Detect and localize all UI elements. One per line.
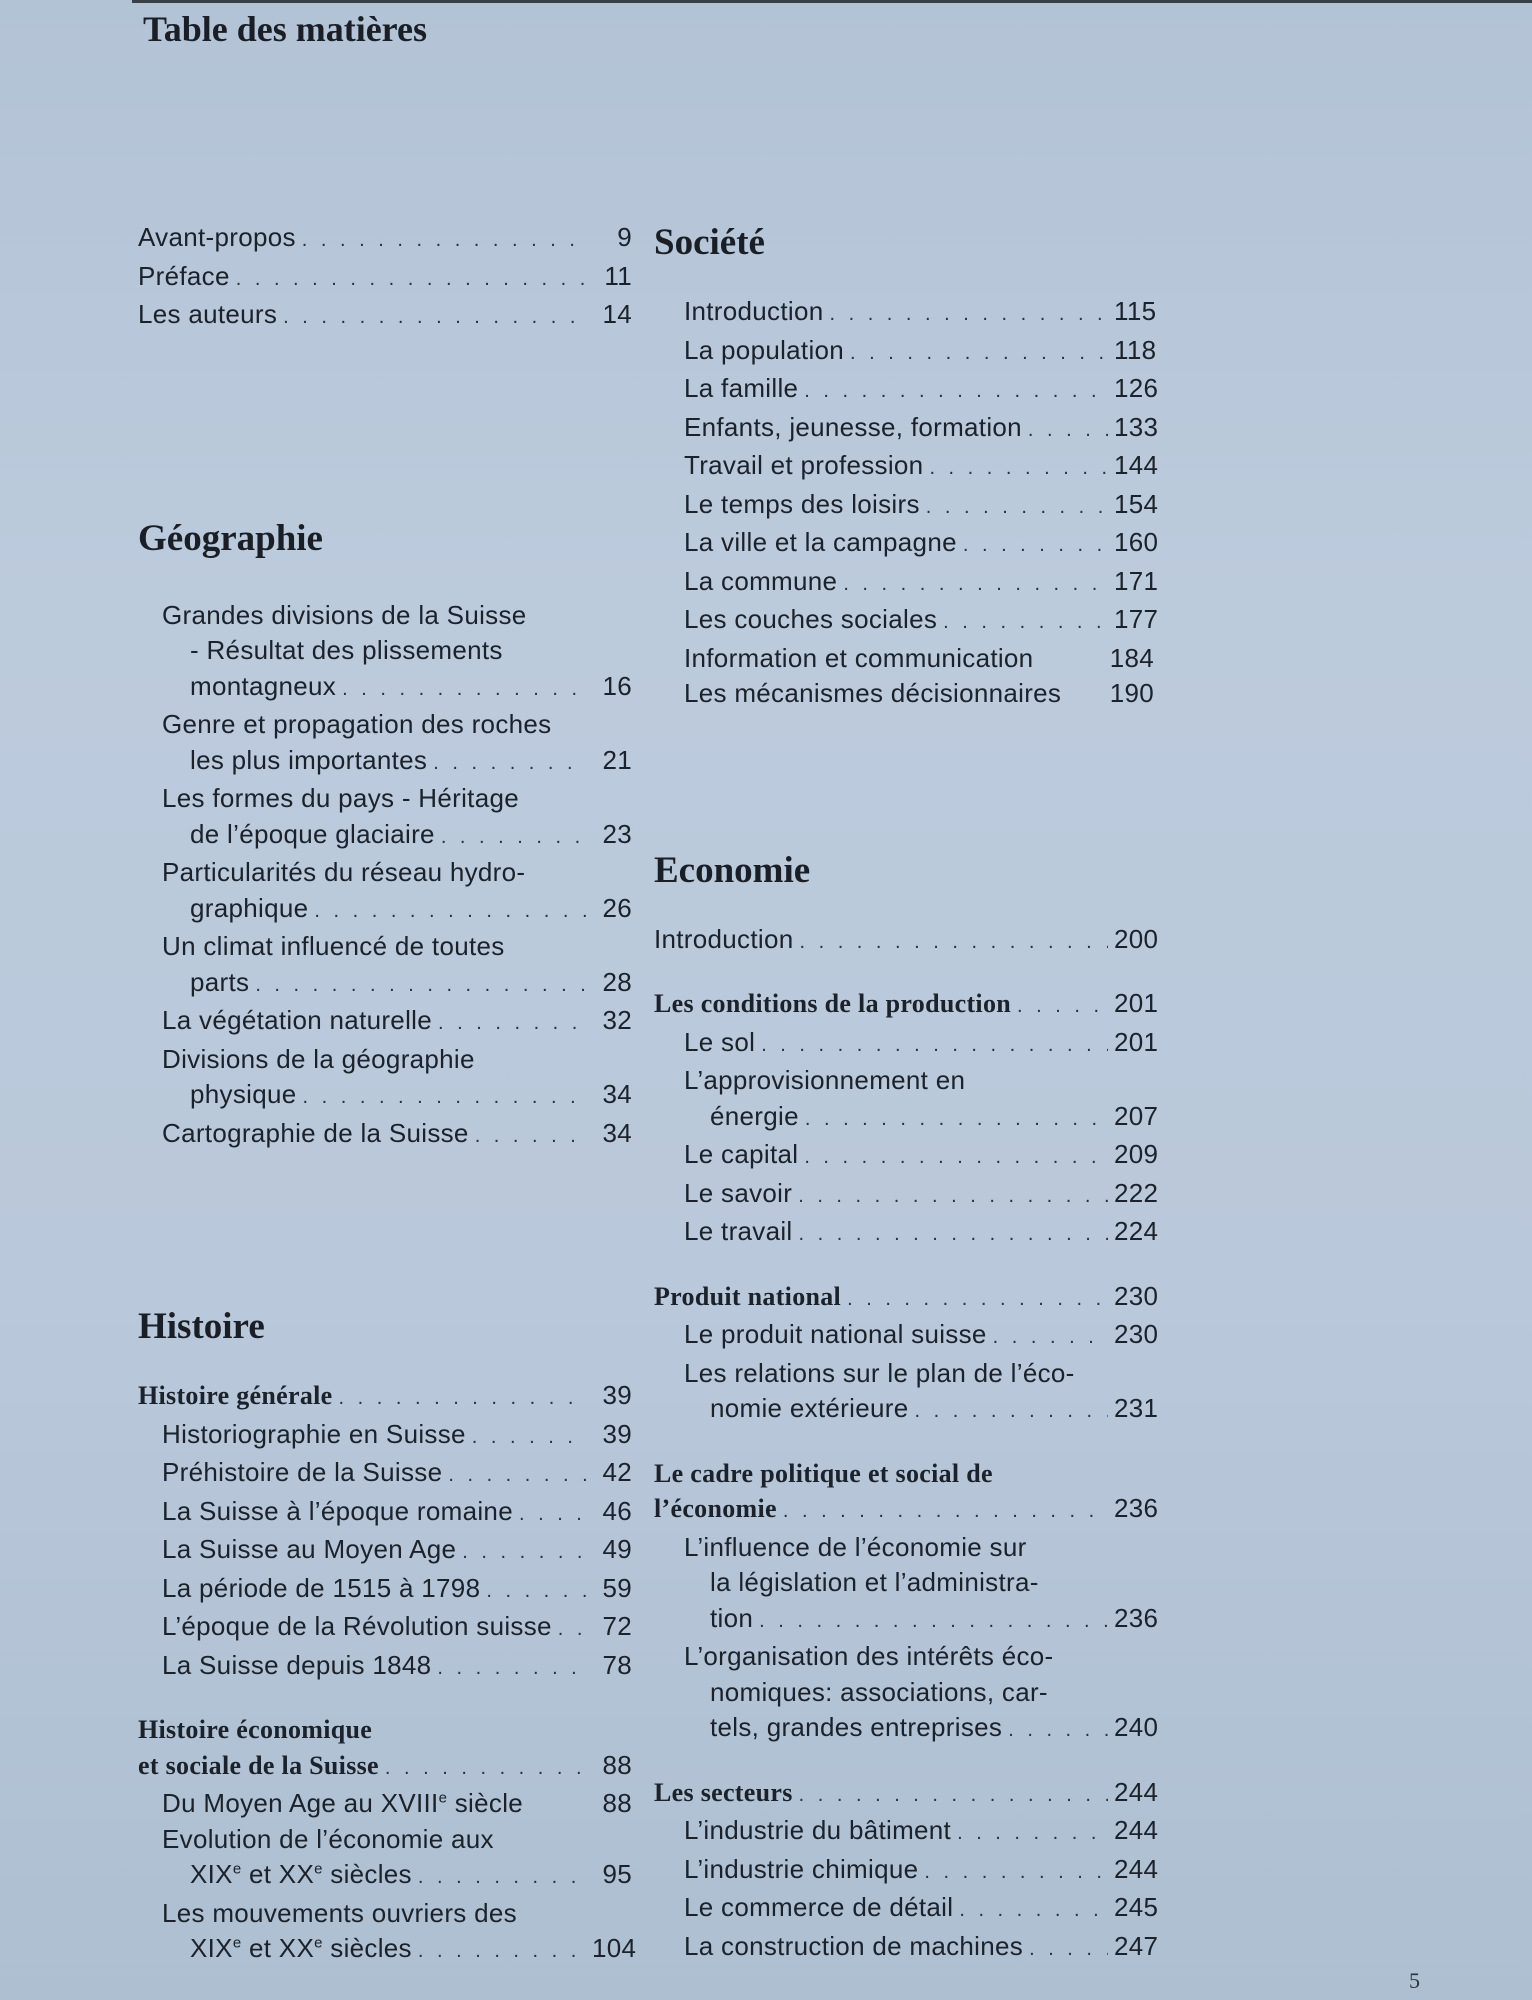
toc-entry-line: L’influence de l’économie sur bbox=[684, 1531, 1027, 1562]
toc-entry-line: Divisions de la géographie bbox=[162, 1043, 475, 1074]
top-rule bbox=[132, 0, 1532, 3]
toc-entry[interactable]: graphique . . . 26 bbox=[138, 891, 632, 930]
toc-entry[interactable]: Avant-propos . . . 9 bbox=[138, 220, 632, 259]
toc-entry-line: nomiques: associations, car- bbox=[710, 1676, 1048, 1707]
toc-entry-line: Le cadre politique et social de bbox=[654, 1458, 993, 1488]
toc-entry[interactable]: de l’époque glaciaire . . . 23 bbox=[138, 817, 632, 856]
toc-entry[interactable]: nomie extérieure . . . 231 bbox=[654, 1391, 1154, 1430]
toc-entry[interactable]: La Suisse à l’époque romaine . . . 46 bbox=[138, 1494, 632, 1533]
toc-entry[interactable]: Les couches sociales . . . 177 bbox=[654, 602, 1154, 641]
toc-entry[interactable]: Cartographie de la Suisse . . . 34 bbox=[138, 1116, 632, 1155]
left-column bbox=[138, 220, 637, 1970]
section-heading-histoire: Histoire bbox=[138, 1306, 265, 1347]
toc-entry[interactable]: Le capital . . . 209 bbox=[654, 1137, 1154, 1176]
societe-list bbox=[654, 294, 1159, 712]
page-title: Table des matières bbox=[143, 9, 427, 49]
toc-entry[interactable]: Information et communication 184 bbox=[684, 642, 1154, 673]
toc-entry[interactable]: Le temps des loisirs . . . 154 bbox=[654, 487, 1154, 526]
toc-entry[interactable]: Préface . . . 11 bbox=[138, 259, 632, 298]
toc-entry[interactable]: Du Moyen Age au XVIIIe siècle 88 bbox=[162, 1788, 632, 1818]
toc-entry[interactable]: XIXe et XXe siècles . . . 95 bbox=[138, 1857, 632, 1896]
toc-entry-line: Genre et propagation des roches bbox=[162, 709, 552, 739]
page-number: 5 bbox=[1409, 1968, 1420, 1993]
toc-entry[interactable]: Les mécanismes décisionnaires 190 bbox=[684, 678, 1154, 708]
toc-entry[interactable]: La commune . . . 171 bbox=[654, 564, 1154, 603]
toc-entry-line: Evolution de l’économie aux bbox=[162, 1823, 494, 1854]
toc-entry[interactable]: La construction de machines . . . 247 bbox=[654, 1929, 1154, 1968]
toc-entry[interactable]: Produit national . . . 230 bbox=[654, 1279, 1154, 1318]
toc-entry[interactable]: L’industrie du bâtiment . . . 244 bbox=[654, 1813, 1154, 1852]
toc-entry[interactable]: tels, grandes entreprises . . . 240 bbox=[654, 1710, 1154, 1749]
section-heading-economie: Economie bbox=[654, 849, 811, 891]
toc-entry[interactable]: Introduction . . . 115 bbox=[654, 294, 1154, 333]
toc-entry[interactable]: Le commerce de détail . . . 245 bbox=[654, 1890, 1154, 1929]
toc-entry[interactable]: Le sol . . . 201 bbox=[654, 1025, 1154, 1064]
toc-entry-line: L’approvisionnement en bbox=[684, 1065, 966, 1095]
toc-entry[interactable]: L’époque de la Révolution suisse . . . 72 bbox=[138, 1609, 632, 1648]
toc-entry[interactable]: physique . . . 34 bbox=[138, 1077, 632, 1116]
toc-entry-line: L’organisation des intérêts éco- bbox=[684, 1641, 1054, 1671]
toc-entry-line: Histoire économique bbox=[138, 1715, 373, 1744]
toc-entry[interactable]: Les conditions de la production . . . 201 bbox=[654, 986, 1154, 1025]
toc-entry[interactable]: Les secteurs . . . 244 bbox=[654, 1775, 1154, 1814]
toc-entry-line: Les formes du pays - Héritage bbox=[162, 783, 519, 813]
toc-entry[interactable]: Le produit national suisse . . . 230 bbox=[654, 1317, 1154, 1356]
economie-list bbox=[654, 922, 1159, 1968]
histoire-list bbox=[138, 1378, 637, 1970]
toc-entry[interactable]: La population . . . 118 bbox=[654, 333, 1154, 372]
toc-entry-line: Particularités du réseau hydro- bbox=[162, 857, 526, 887]
toc-entry[interactable]: Historiographie en Suisse . . . 39 bbox=[138, 1417, 632, 1456]
section-heading-geographie: Géographie bbox=[138, 517, 323, 559]
toc-entry[interactable]: La ville et la campagne . . . 160 bbox=[654, 525, 1154, 564]
toc-entry[interactable]: La végétation naturelle . . . 32 bbox=[138, 1003, 632, 1042]
toc-entry[interactable]: les plus importantes . . . 21 bbox=[138, 743, 632, 782]
toc-entry[interactable]: Le travail . . . 224 bbox=[654, 1214, 1154, 1253]
toc-entry-line: la législation et l’administra- bbox=[710, 1567, 1039, 1597]
toc-entry[interactable]: La Suisse au Moyen Age . . . 49 bbox=[138, 1532, 632, 1571]
toc-entry[interactable]: XIXe et XXe siècles . . . 104 bbox=[138, 1931, 632, 1970]
toc-entry[interactable]: L’industrie chimique . . . 244 bbox=[654, 1852, 1154, 1891]
front-matter-list bbox=[138, 220, 632, 336]
toc-entry-line: Les mouvements ouvriers des bbox=[162, 1897, 517, 1928]
geographie-list bbox=[138, 598, 632, 1155]
toc-entry[interactable]: et sociale de la Suisse . . . 88 bbox=[138, 1748, 632, 1787]
toc-entry[interactable]: Introduction . . . 200 bbox=[654, 922, 1154, 961]
toc-entry[interactable]: Les auteurs . . . 14 bbox=[138, 297, 632, 336]
toc-entry[interactable]: tion . . . 236 bbox=[654, 1601, 1154, 1640]
section-heading-societe: Société bbox=[654, 222, 765, 263]
toc-entry-line: Les relations sur le plan de l’éco- bbox=[684, 1357, 1075, 1388]
toc-entry[interactable]: Préhistoire de la Suisse . . . 42 bbox=[138, 1455, 632, 1494]
toc-entry[interactable]: La Suisse depuis 1848 . . . 78 bbox=[138, 1648, 632, 1687]
toc-entry[interactable]: La famille . . . 126 bbox=[654, 371, 1154, 410]
toc-entry[interactable]: énergie . . . 207 bbox=[654, 1099, 1154, 1138]
toc-entry-line: Grandes divisions de la Suisse bbox=[162, 599, 527, 630]
toc-entry[interactable]: montagneux . . . 16 bbox=[138, 669, 632, 708]
toc-entry[interactable]: Enfants, jeunesse, formation . . . 133 bbox=[654, 410, 1154, 449]
right-column bbox=[654, 218, 1159, 1967]
toc-entry[interactable]: parts . . . 28 bbox=[138, 965, 632, 1004]
toc-entry-line: Un climat influencé de toutes bbox=[162, 931, 505, 961]
toc-entry[interactable]: Le savoir . . . 222 bbox=[654, 1176, 1154, 1215]
toc-entry[interactable]: l’économie . . . 236 bbox=[654, 1491, 1154, 1530]
toc-entry[interactable]: La période de 1515 à 1798 . . . 59 bbox=[138, 1571, 632, 1610]
toc-entry-line: - Résultat des plissements bbox=[190, 635, 503, 665]
toc-entry[interactable]: Histoire générale . . . 39 bbox=[138, 1378, 632, 1417]
toc-entry[interactable]: Travail et profession . . . 144 bbox=[654, 448, 1154, 487]
